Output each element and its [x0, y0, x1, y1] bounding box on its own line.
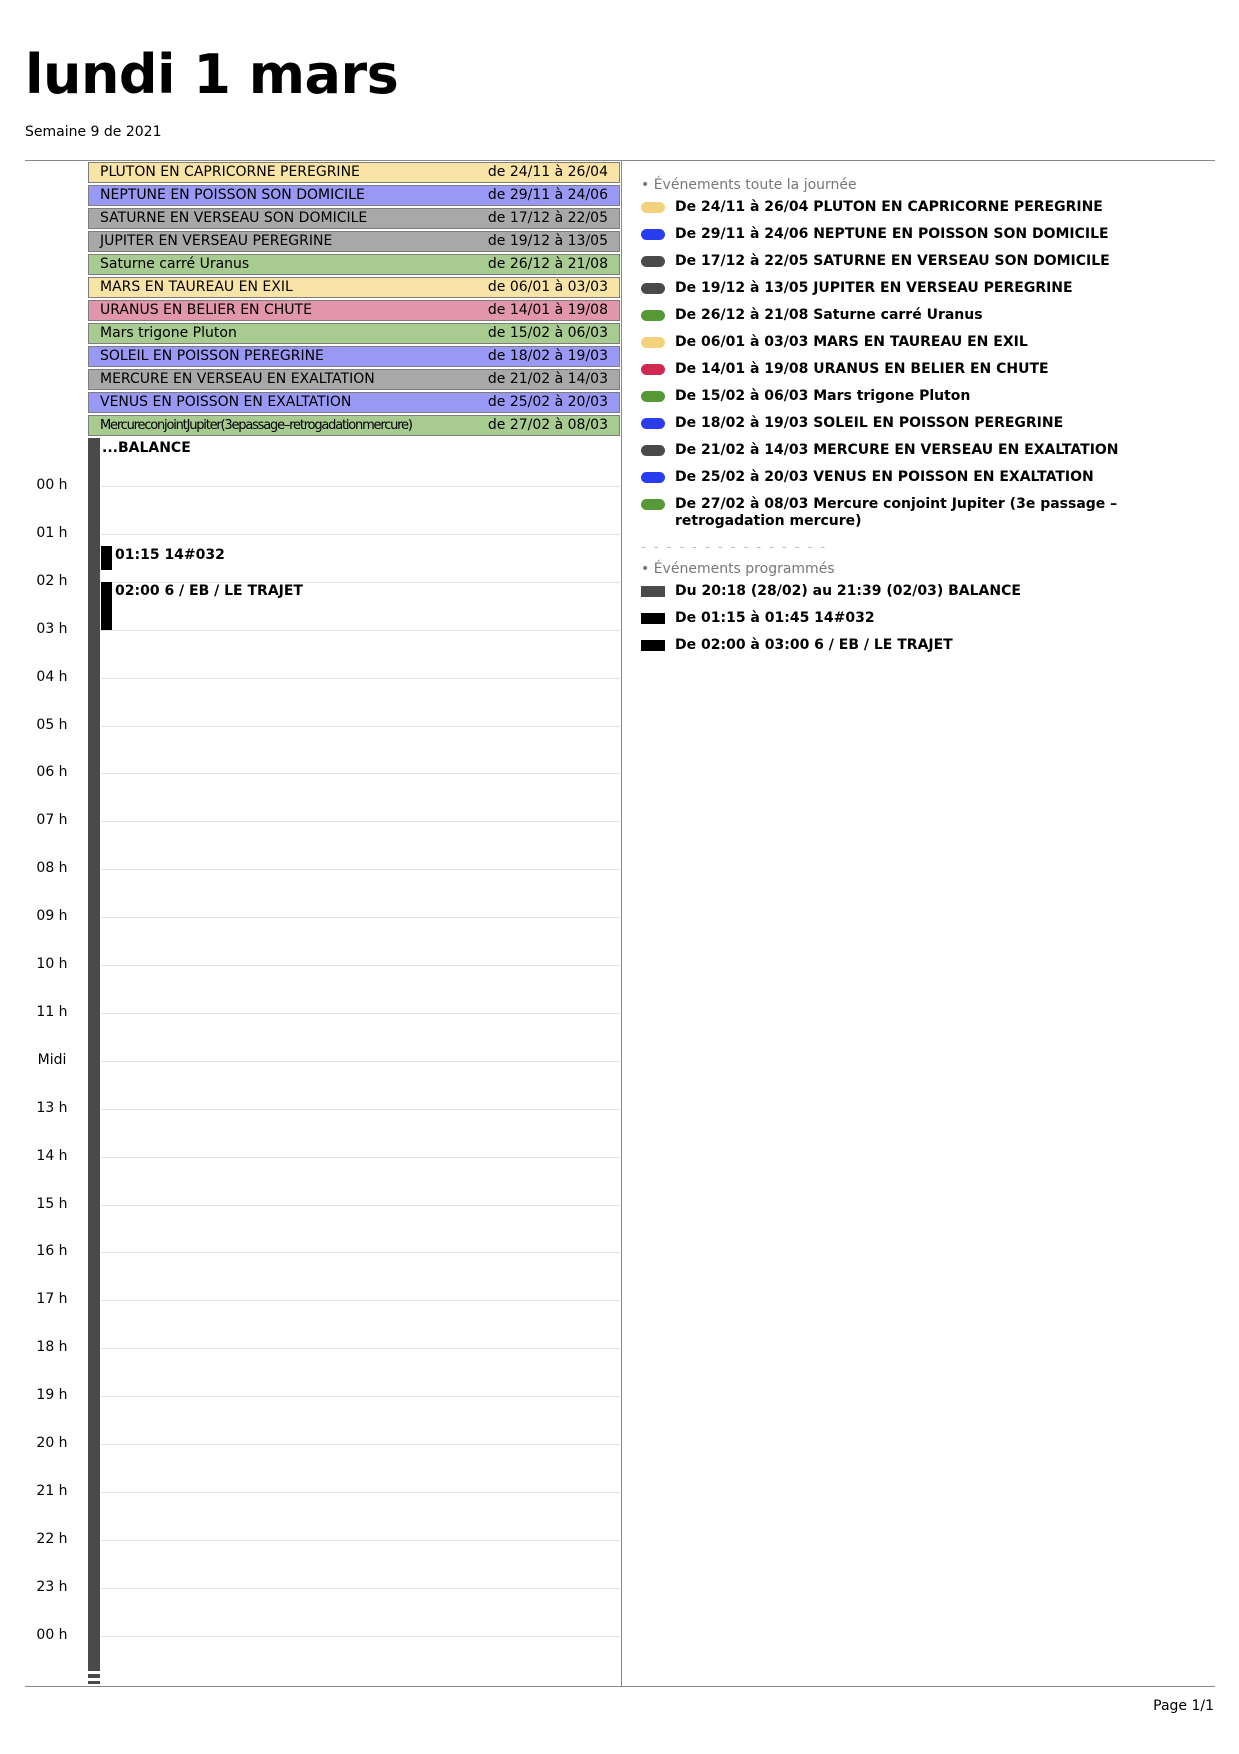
- legend-panel: [641, 177, 1211, 664]
- legend-color-swatch: [641, 472, 665, 483]
- legend-color-swatch: [641, 613, 665, 624]
- hour-gridline: [101, 1157, 620, 1158]
- timeline-event-block[interactable]: [101, 546, 112, 570]
- legend-item: [641, 361, 1211, 378]
- all-day-event-name: SOLEIL EN POISSON PEREGRINE: [100, 348, 324, 364]
- week-subtitle: Semaine 9 de 2021: [25, 124, 162, 140]
- hour-gridline: [101, 1588, 620, 1589]
- hour-gridline: [101, 1061, 620, 1062]
- legend-color-swatch: [641, 586, 665, 597]
- scheduled-legend-list: [641, 583, 1211, 654]
- hour-gridline: [101, 1300, 620, 1301]
- hour-label: 14 h: [36, 1147, 68, 1164]
- hour-gridline: [101, 1636, 620, 1637]
- legend-color-swatch: [641, 640, 665, 651]
- all-day-event-range: de 14/01 à 19/08: [487, 302, 608, 318]
- legend-color-swatch: [641, 310, 665, 321]
- all-day-event[interactable]: [88, 208, 620, 229]
- all-day-event[interactable]: [88, 185, 620, 206]
- all-day-event-range: de 29/11 à 24/06: [487, 187, 608, 203]
- legend-item: [641, 334, 1211, 351]
- hour-label: 10 h: [36, 956, 68, 972]
- legend-item-text: De 18/02 à 19/03 SOLEIL EN POISSON PEREGRINE: [675, 415, 1064, 431]
- legend-color-swatch: [641, 337, 665, 348]
- legend-item-text: De 14/01 à 19/08 URANUS EN BELIER EN CHUTE: [675, 361, 1049, 377]
- legend-item-text: De 25/02 à 20/03 VENUS EN POISSON EN EXALTATION: [675, 469, 1094, 485]
- legend-item: [641, 253, 1211, 270]
- all-day-event-name: MARS EN TAUREAU EN EXIL: [100, 279, 293, 295]
- hour-gridline: [101, 1396, 620, 1397]
- all-day-event-range: de 19/12 à 13/05: [487, 233, 608, 249]
- hour-gridline: [101, 917, 620, 918]
- hour-gridline: [101, 1013, 620, 1014]
- legend-item-text: De 19/12 à 13/05 JUPITER EN VERSEAU PEREGRINE: [675, 280, 1073, 296]
- continuation-gap-bottom: [88, 1671, 100, 1674]
- hour-label: 00 h: [36, 1626, 68, 1643]
- all-day-event-range: de 27/02 à 08/03: [487, 417, 608, 433]
- hour-gridline: [101, 1205, 620, 1206]
- hour-gridline: [101, 678, 620, 679]
- legend-color-swatch: [641, 418, 665, 429]
- hour-label: 19 h: [36, 1387, 68, 1404]
- all-day-event-range: de 21/02 à 14/03: [487, 371, 608, 387]
- hour-label: 06 h: [36, 764, 68, 781]
- hour-gridline: [101, 773, 620, 774]
- hour-label: 04 h: [36, 668, 68, 685]
- hour-gridline: [101, 869, 620, 870]
- all-day-event-range: de 26/12 à 21/08: [487, 256, 608, 272]
- all-day-section-title: • Événements toute la journée: [641, 177, 857, 193]
- legend-item: [641, 496, 1211, 530]
- legend-color-swatch: [641, 499, 665, 510]
- legend-item-text: De 15/02 à 06/03 Mars trigone Pluton: [675, 388, 971, 404]
- all-day-event[interactable]: [88, 231, 620, 252]
- page-number: Page 1/1: [1153, 1698, 1214, 1714]
- legend-color-swatch: [641, 391, 665, 402]
- all-day-event[interactable]: [88, 300, 620, 321]
- hour-label: 13 h: [36, 1099, 68, 1116]
- hour-gridline: [101, 726, 620, 727]
- all-day-event[interactable]: [88, 254, 620, 275]
- hour-label: 11 h: [36, 1003, 68, 1020]
- all-day-event[interactable]: [88, 346, 620, 367]
- hour-gridline: [101, 1348, 620, 1349]
- balance-event-label: ...BALANCE: [102, 440, 191, 456]
- all-day-event-range: de 15/02 à 06/03: [487, 325, 608, 341]
- hour-label: 08 h: [36, 860, 68, 877]
- hour-label: 01 h: [36, 524, 68, 541]
- legend-item: [641, 610, 1211, 627]
- hour-gridline: [101, 965, 620, 966]
- all-day-events: [88, 162, 620, 438]
- all-day-event-name: MercureconjointJupiter(3epassage–retrogadationmercure): [100, 418, 412, 433]
- legend-color-swatch: [641, 256, 665, 267]
- hour-gridline: [101, 821, 620, 822]
- all-day-event-range: de 17/12 à 22/05: [487, 210, 608, 226]
- all-day-event[interactable]: [88, 369, 620, 390]
- all-day-event-name: SATURNE EN VERSEAU SON DOMICILE: [100, 210, 368, 226]
- all-day-event[interactable]: [88, 415, 620, 436]
- all-day-event-name: URANUS EN BELIER EN CHUTE: [100, 302, 312, 318]
- legend-item-text: De 29/11 à 24/06 NEPTUNE EN POISSON SON DOMICILE: [675, 226, 1109, 242]
- legend-item: [641, 469, 1211, 486]
- all-day-event[interactable]: [88, 323, 620, 344]
- column-divider: [621, 160, 622, 1686]
- all-day-event-name: PLUTON EN CAPRICORNE PEREGRINE: [100, 164, 360, 180]
- hour-label: 07 h: [36, 812, 68, 829]
- hour-label: 16 h: [36, 1243, 68, 1260]
- legend-item: [641, 307, 1211, 324]
- page-title: lundi 1 mars: [25, 43, 399, 106]
- hour-label: 17 h: [36, 1291, 68, 1308]
- hour-label: 09 h: [36, 908, 68, 925]
- legend-item: [641, 226, 1211, 243]
- hour-label: 18 h: [36, 1339, 68, 1356]
- legend-item: [641, 280, 1211, 297]
- hour-label: 03 h: [36, 620, 68, 637]
- all-day-event[interactable]: [88, 277, 620, 298]
- legend-color-swatch: [641, 364, 665, 375]
- hour-label: 02 h: [36, 572, 68, 589]
- hour-label: 20 h: [36, 1435, 68, 1451]
- legend-item: [641, 388, 1211, 405]
- timeline-event-block[interactable]: [101, 582, 112, 630]
- hour-gridline: [101, 534, 620, 535]
- legend-item-text: De 21/02 à 14/03 MERCURE EN VERSEAU EN EXALTATION: [675, 442, 1119, 458]
- legend-item-text: De 01:15 à 01:45 14#032: [675, 610, 875, 626]
- all-day-event-name: Saturne carré Uranus: [100, 256, 250, 272]
- hour-gridline: [101, 1109, 620, 1110]
- hour-label: 15 h: [36, 1195, 68, 1212]
- legend-item-text: Du 20:18 (28/02) au 21:39 (02/03) BALANCE: [675, 583, 1021, 599]
- hour-label: Midi: [37, 1051, 67, 1068]
- legend-color-swatch: [641, 445, 665, 456]
- hour-gridline: [101, 1492, 620, 1493]
- all-day-event-range: de 24/11 à 26/04: [487, 164, 608, 180]
- legend-item-text: De 27/02 à 08/03 Mercure conjoint Jupiter (3e passage – retrogadation mercure): [675, 496, 1118, 529]
- hour-gridline: [101, 630, 620, 631]
- hour-label: 00 h: [36, 477, 68, 493]
- legend-item: [641, 442, 1211, 459]
- hour-label: 23 h: [36, 1578, 68, 1595]
- all-day-event-name: MERCURE EN VERSEAU EN EXALTATION: [100, 371, 375, 387]
- legend-color-swatch: [641, 229, 665, 240]
- legend-color-swatch: [641, 202, 665, 213]
- hour-label: 22 h: [36, 1530, 68, 1547]
- hour-gridline: [101, 1252, 620, 1253]
- legend-item-text: De 02:00 à 03:00 6 / EB / LE TRAJET: [675, 637, 953, 653]
- all-day-event-range: de 25/02 à 20/03: [487, 394, 608, 410]
- hour-label: 21 h: [36, 1482, 68, 1499]
- legend-color-swatch: [641, 283, 665, 294]
- hour-label: 05 h: [36, 716, 68, 733]
- hour-gridline: [101, 486, 620, 487]
- all-day-event-range: de 18/02 à 19/03: [487, 348, 608, 364]
- continuation-gap-bottom-2: [88, 1678, 100, 1681]
- legend-separator: - - - - - - - - - - - - - - -: [641, 540, 828, 555]
- all-day-event[interactable]: [88, 392, 620, 413]
- all-day-legend-list: [641, 199, 1211, 530]
- hour-gridline: [101, 1444, 620, 1445]
- scheduled-section-title: • Événements programmés: [641, 561, 835, 577]
- balance-event-bar[interactable]: [88, 438, 100, 1684]
- hour-gridline: [101, 1540, 620, 1541]
- bottom-divider: [25, 1686, 1215, 1687]
- all-day-event-name: JUPITER EN VERSEAU PEREGRINE: [100, 233, 333, 249]
- all-day-event-name: NEPTUNE EN POISSON SON DOMICILE: [100, 187, 365, 203]
- timeline-event-label: 01:15 14#032: [115, 546, 225, 563]
- legend-item: [641, 415, 1211, 432]
- all-day-event-name: VENUS EN POISSON EN EXALTATION: [100, 394, 352, 410]
- legend-item-text: De 17/12 à 22/05 SATURNE EN VERSEAU SON DOMICILE: [675, 253, 1110, 269]
- all-day-event-range: de 06/01 à 03/03: [487, 279, 608, 295]
- top-divider: [25, 160, 1215, 161]
- all-day-event[interactable]: [88, 162, 620, 183]
- all-day-event-name: Mars trigone Pluton: [100, 325, 237, 341]
- legend-item: [641, 583, 1211, 600]
- legend-item-text: De 24/11 à 26/04 PLUTON EN CAPRICORNE PEREGRINE: [675, 199, 1103, 215]
- timeline-event-label: 02:00 6 / EB / LE TRAJET: [115, 582, 303, 599]
- legend-item-text: De 26/12 à 21/08 Saturne carré Uranus: [675, 307, 983, 323]
- legend-item: [641, 199, 1211, 216]
- legend-item: [641, 637, 1211, 654]
- legend-item-text: De 06/01 à 03/03 MARS EN TAUREAU EN EXIL: [675, 334, 1028, 350]
